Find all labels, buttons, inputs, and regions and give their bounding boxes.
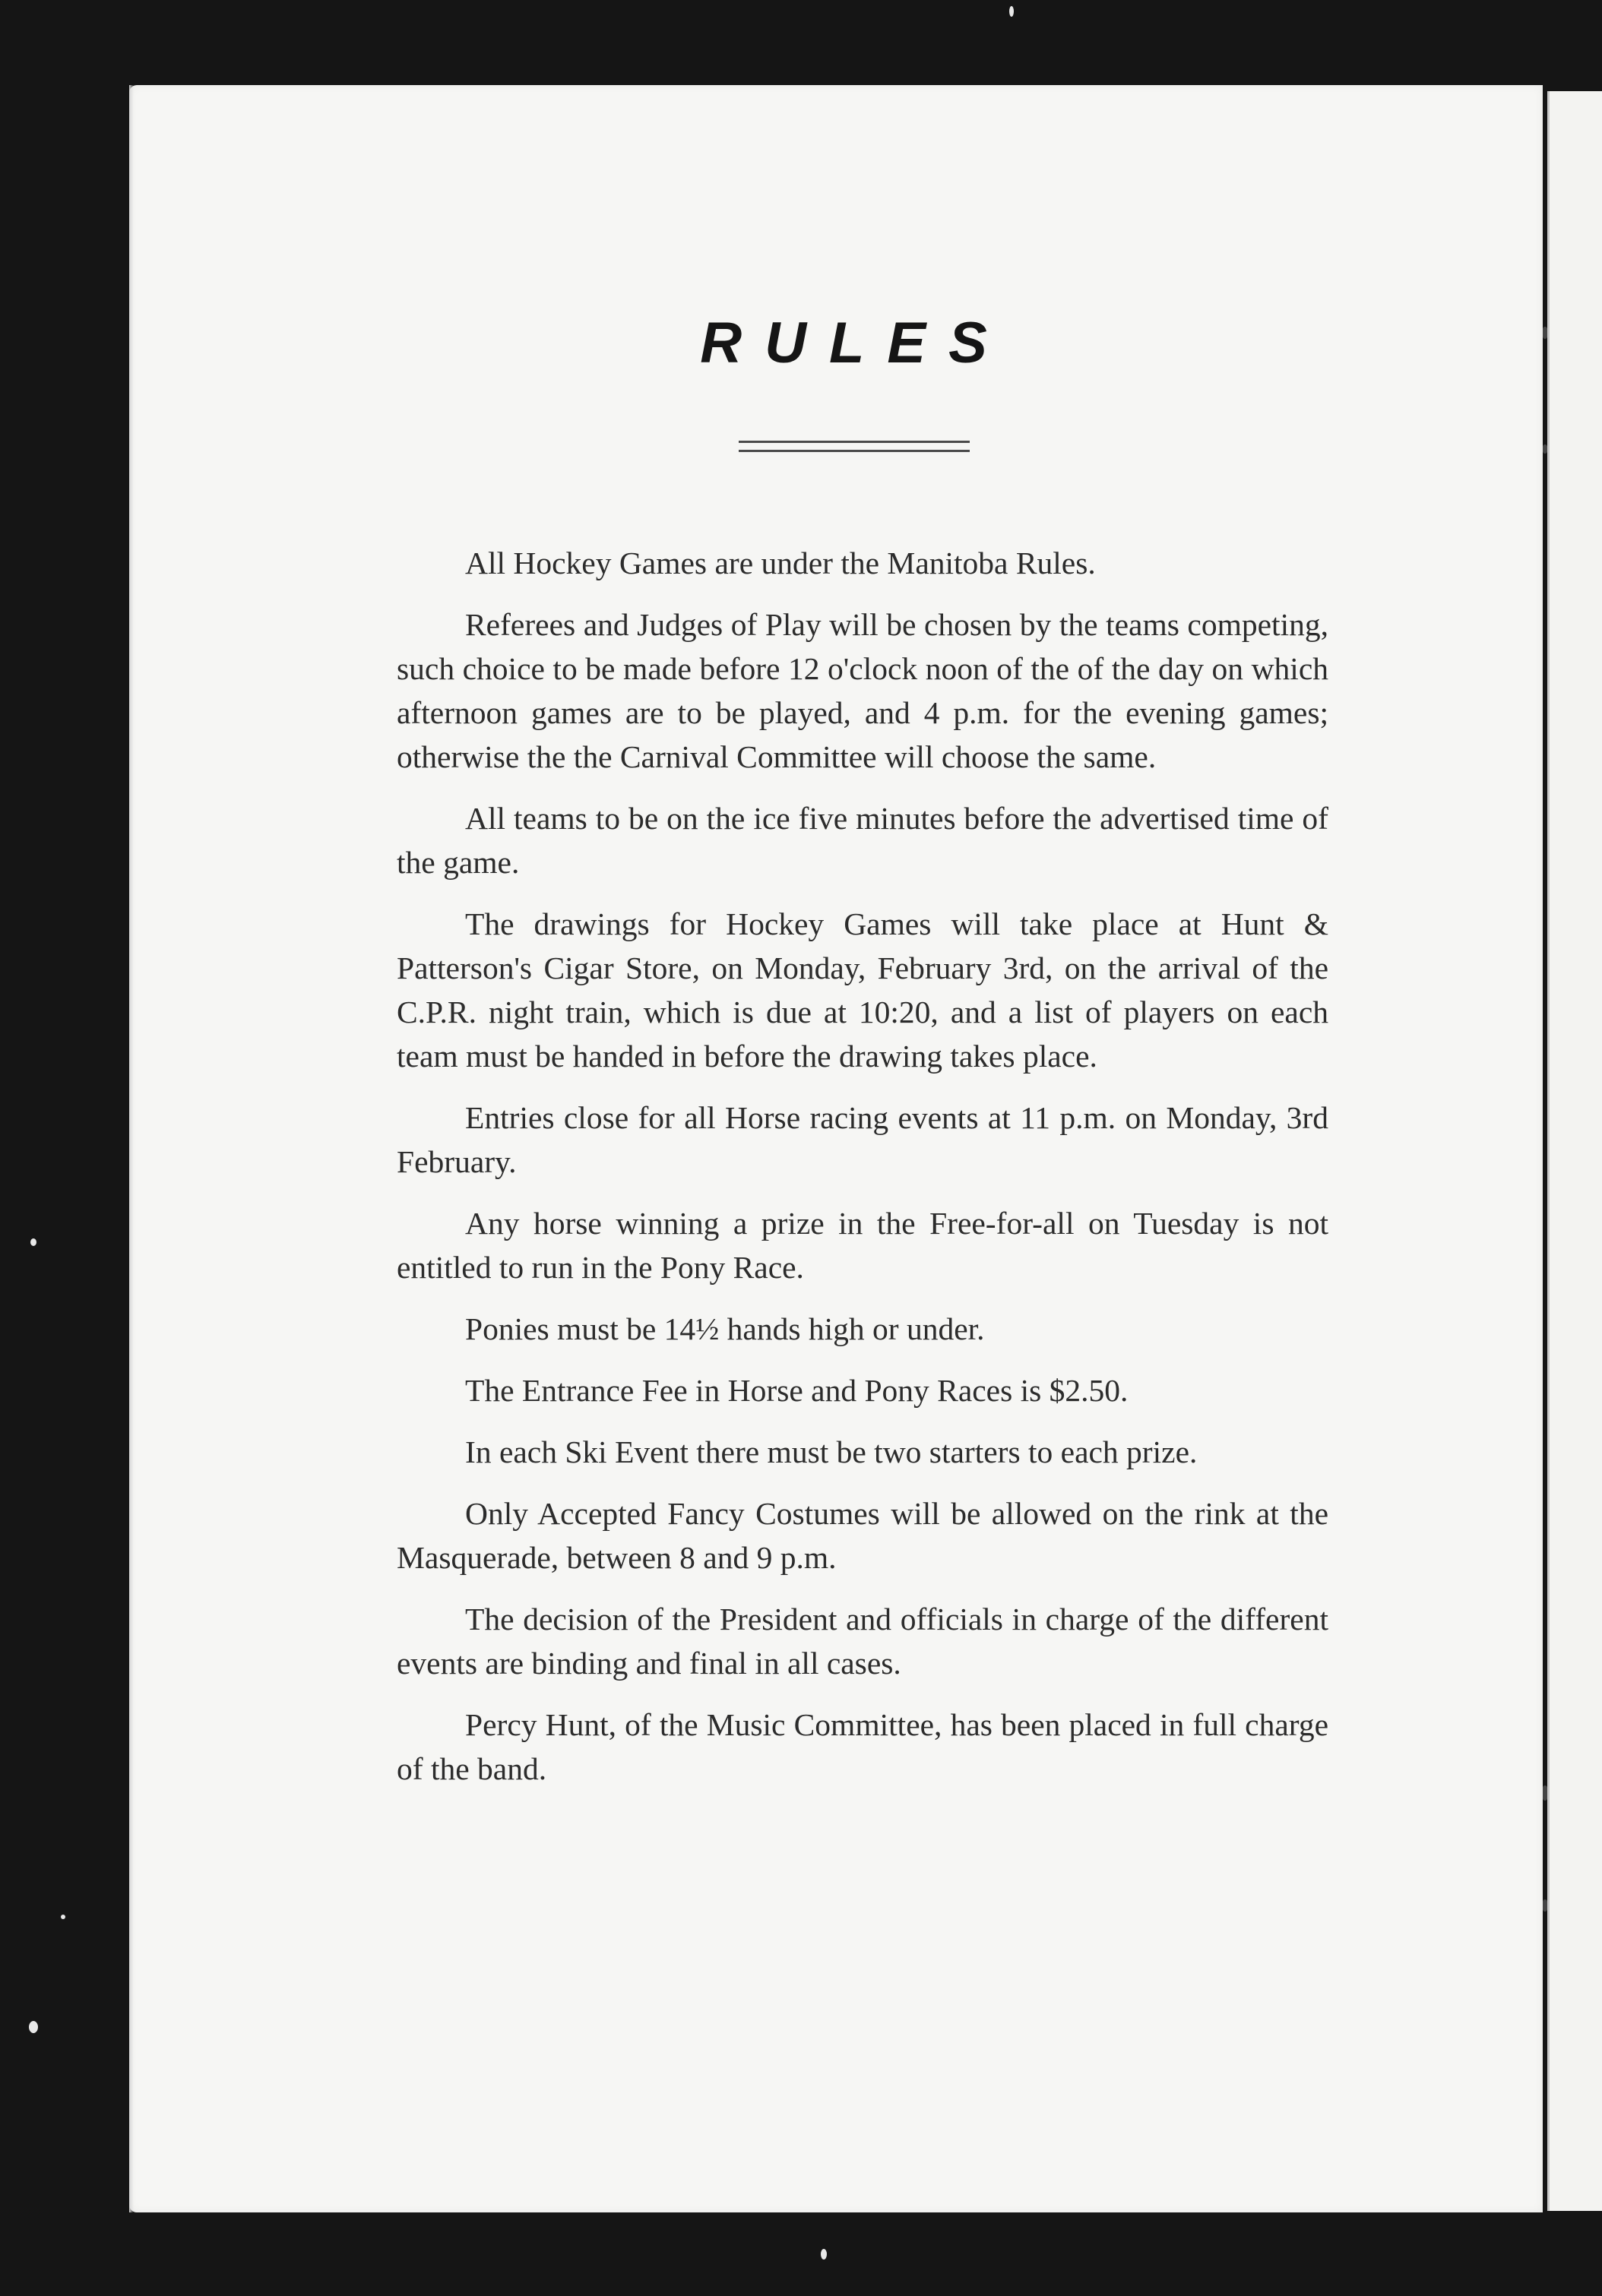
scan-speck: [821, 2249, 827, 2260]
rule-paragraph: Only Accepted Fancy Costumes will be allowed on the rink at the Masquerade, between 8 and 9 p.m.: [397, 1496, 1328, 1575]
rule-paragraph: The Entrance Fee in Horse and Pony Races is $2.50.: [465, 1373, 1129, 1408]
rule-paragraph: Entries close for all Horse racing events at 11 p.m. on Monday, 3rd February.: [397, 1100, 1328, 1179]
scan-speck: [61, 1915, 65, 1919]
facing-page-edge: [1547, 91, 1602, 2211]
gutter-mark: [1543, 1785, 1547, 1801]
scan-speck: [29, 2021, 38, 2033]
rule-paragraph: The decision of the President and officials in charge of the different events are binding and final in all cases.: [397, 1602, 1328, 1681]
gutter-mark: [1543, 444, 1547, 454]
rule-paragraph: All Hockey Games are under the Manitoba Rules.: [465, 546, 1096, 580]
rules-list: [397, 541, 1328, 1808]
rule-paragraph: All teams to be on the ice five minutes before the advertised time of the game.: [397, 801, 1328, 880]
rule-paragraph: Referees and Judges of Play will be chosen by the teams competing, such choice to be made before 12 o'clock noon of the of the day on which afternoon games are to be played, and 4 p.m. for the evening games; otherwise the the Carnival Committee will choose the same.: [397, 607, 1328, 774]
scan-speck: [1009, 6, 1014, 17]
page-title: RULES: [700, 311, 1010, 375]
gutter-mark: [1543, 1899, 1547, 1912]
rule-paragraph: Any horse winning a prize in the Free-for-all on Tuesday is not entitled to run in the Pony Race.: [397, 1206, 1328, 1285]
rule-paragraph: Percy Hunt, of the Music Committee, has been placed in full charge of the band.: [397, 1707, 1328, 1786]
scan-speck: [30, 1238, 36, 1246]
rule-paragraph: Ponies must be 14½ hands high or under.: [465, 1311, 985, 1346]
title-rule-upper: [739, 441, 970, 443]
title-rule-lower: [739, 450, 970, 452]
rule-paragraph: The drawings for Hockey Games will take place at Hunt & Patterson's Cigar Store, on Monday, February 3rd, on the arrival of the C.P.R. night train, which is due at 10:20, and a list of players on each team must be handed in before the drawing takes place.: [397, 906, 1328, 1074]
rule-paragraph: In each Ski Event there must be two starters to each prize.: [465, 1434, 1198, 1469]
